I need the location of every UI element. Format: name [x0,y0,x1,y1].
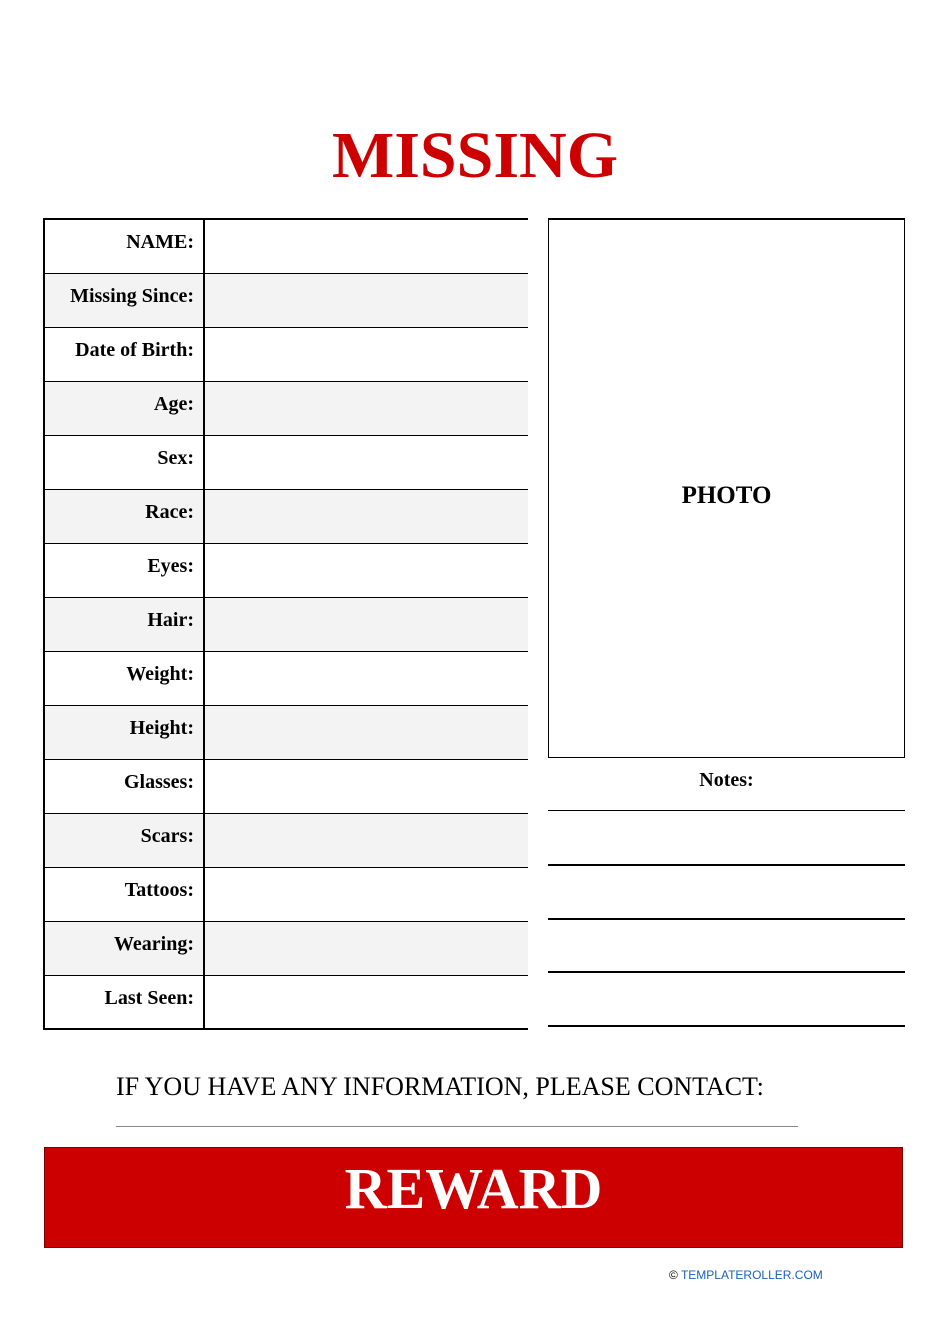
field-value[interactable] [205,490,528,543]
field-value[interactable] [205,976,528,1028]
notes-label: Notes: [699,769,754,791]
field-value[interactable] [205,922,528,975]
field-value[interactable] [205,760,528,813]
contact-line [116,1126,798,1127]
field-row [45,328,528,382]
field-label: Race: [45,490,205,543]
field-label: Last Seen: [45,976,205,1028]
field-value[interactable] [205,544,528,597]
field-row [45,490,528,544]
field-row [45,976,528,1028]
field-value[interactable] [205,220,528,273]
page-title: MISSING [331,119,619,192]
copyright-symbol: © [669,1268,678,1282]
note-line [548,971,905,973]
field-value[interactable] [205,598,528,651]
note-line [548,918,905,920]
field-label: Eyes: [45,544,205,597]
reward-text: REWARD [344,1156,603,1221]
field-value[interactable] [205,706,528,759]
field-row [45,706,528,760]
field-row [45,868,528,922]
note-line [548,864,905,866]
field-value[interactable] [205,814,528,867]
field-label: Hair: [45,598,205,651]
field-row [45,220,528,274]
field-row [45,760,528,814]
footer [669,1267,823,1283]
contact-text: IF YOU HAVE ANY INFORMATION, PLEASE CONTACT: [116,1072,764,1101]
field-label: Wearing: [45,922,205,975]
field-label: Tattoos: [45,868,205,921]
reward-banner [44,1147,903,1248]
field-label: Height: [45,706,205,759]
field-row [45,274,528,328]
note-line [548,810,905,811]
field-label: Weight: [45,652,205,705]
field-value[interactable] [205,868,528,921]
field-label: Scars: [45,814,205,867]
photo-label: PHOTO [681,481,772,509]
field-row [45,382,528,436]
field-row [45,922,528,976]
info-table [43,218,528,1030]
field-row [45,436,528,490]
field-value[interactable] [205,382,528,435]
field-row [45,652,528,706]
footer-link[interactable]: TEMPLATEROLLER.COM [680,1268,823,1282]
field-value[interactable] [205,328,528,381]
field-label: Date of Birth: [45,328,205,381]
field-label: Glasses: [45,760,205,813]
note-line [548,1025,905,1027]
field-label: Age: [45,382,205,435]
field-value[interactable] [205,652,528,705]
field-label: NAME: [45,220,205,273]
field-row [45,598,528,652]
field-row [45,814,528,868]
photo-box [548,218,905,758]
field-row [45,544,528,598]
field-label: Sex: [45,436,205,489]
field-value[interactable] [205,436,528,489]
field-value[interactable] [205,274,528,327]
field-label: Missing Since: [45,274,205,327]
